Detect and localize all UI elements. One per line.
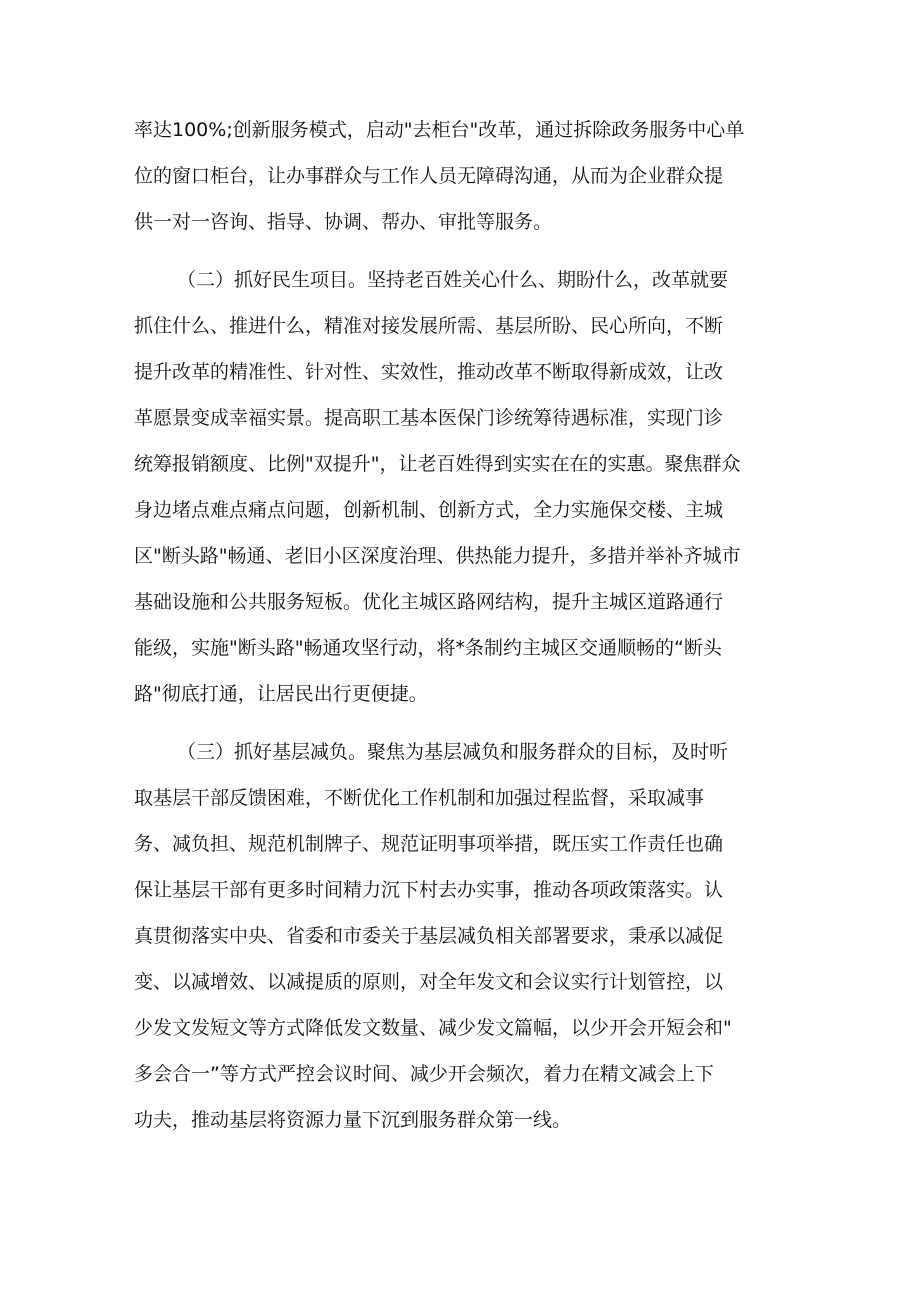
text-line: 功夫，推动基层将资源力量下沉到服务群众第一线。	[134, 1109, 572, 1131]
text-line: 变、以减增效、以减提质的原则，对全年发文和会议实行计划管控，以	[134, 971, 724, 993]
text-line: 区"断头路"畅通、老旧小区深度治理、供热能力提升，多措并举补齐城市	[134, 545, 741, 567]
text-line: 位的窗口柜台，让办事群众与工作人员无障碍沟通，从而为企业群众提	[134, 165, 724, 187]
text-line: 革愿景变成幸福实景。提高职工基本医保门诊统筹待遇标准，实现门诊	[134, 407, 724, 429]
text-line: 务、减负担、规范机制牌子、规范证明事项举措，既压实工作责任也确	[134, 833, 724, 855]
text-line: 多会合一”等方式严控会议时间、减少开会频次，着力在精文减会上下	[134, 1063, 714, 1085]
text-line: 保让基层干部有更多时间精力沉下村去办实事，推动各项政策落实。认	[134, 879, 724, 901]
text-line: 基础设施和公共服务短板。优化主城区路网结构，提升主城区道路通行	[134, 591, 724, 613]
text-line: 供一对一咨询、指导、协调、帮办、审批等服务。	[134, 211, 553, 233]
text-line: 率达100%;创新服务模式，启动"去柜台"改革，通过拆除政务服务中心单	[134, 119, 745, 141]
text-line: 能级，实施"断头路"畅通攻坚行动，将*条制约主城区交通顺畅的“断头	[134, 637, 722, 659]
section-heading-line: （三）抓好基层减负。聚焦为基层减负和服务群众的目标，及时听	[177, 741, 729, 763]
text-line: 真贯彻落实中央、省委和市委关于基层减负相关部署要求，秉承以减促	[134, 925, 724, 947]
text-line: 少发文发短文等方式降低发文数量、减少发文篇幅，以少开会开短会和"	[134, 1017, 732, 1039]
section-heading-line: （二）抓好民生项目。坚持老百姓关心什么、期盼什么，改革就要	[177, 269, 729, 291]
text-line: 路"彻底打通，让居民出行更便捷。	[134, 683, 428, 705]
text-line: 取基层干部反馈困难，不断优化工作机制和加强过程监督，采取减事	[134, 787, 705, 809]
text-line: 身边堵点难点痛点问题，创新机制、创新方式，全力实施保交楼、主城	[134, 499, 724, 521]
text-line: 抓住什么、推进什么，精准对接发展所需、基层所盼、民心所向，不断	[134, 315, 724, 337]
text-line: 提升改革的精准性、针对性、实效性，推动改革不断取得新成效，让改	[134, 361, 724, 383]
text-line: 统筹报销额度、比例"双提升"，让老百姓得到实实在在的实惠。聚焦群众	[134, 453, 741, 475]
